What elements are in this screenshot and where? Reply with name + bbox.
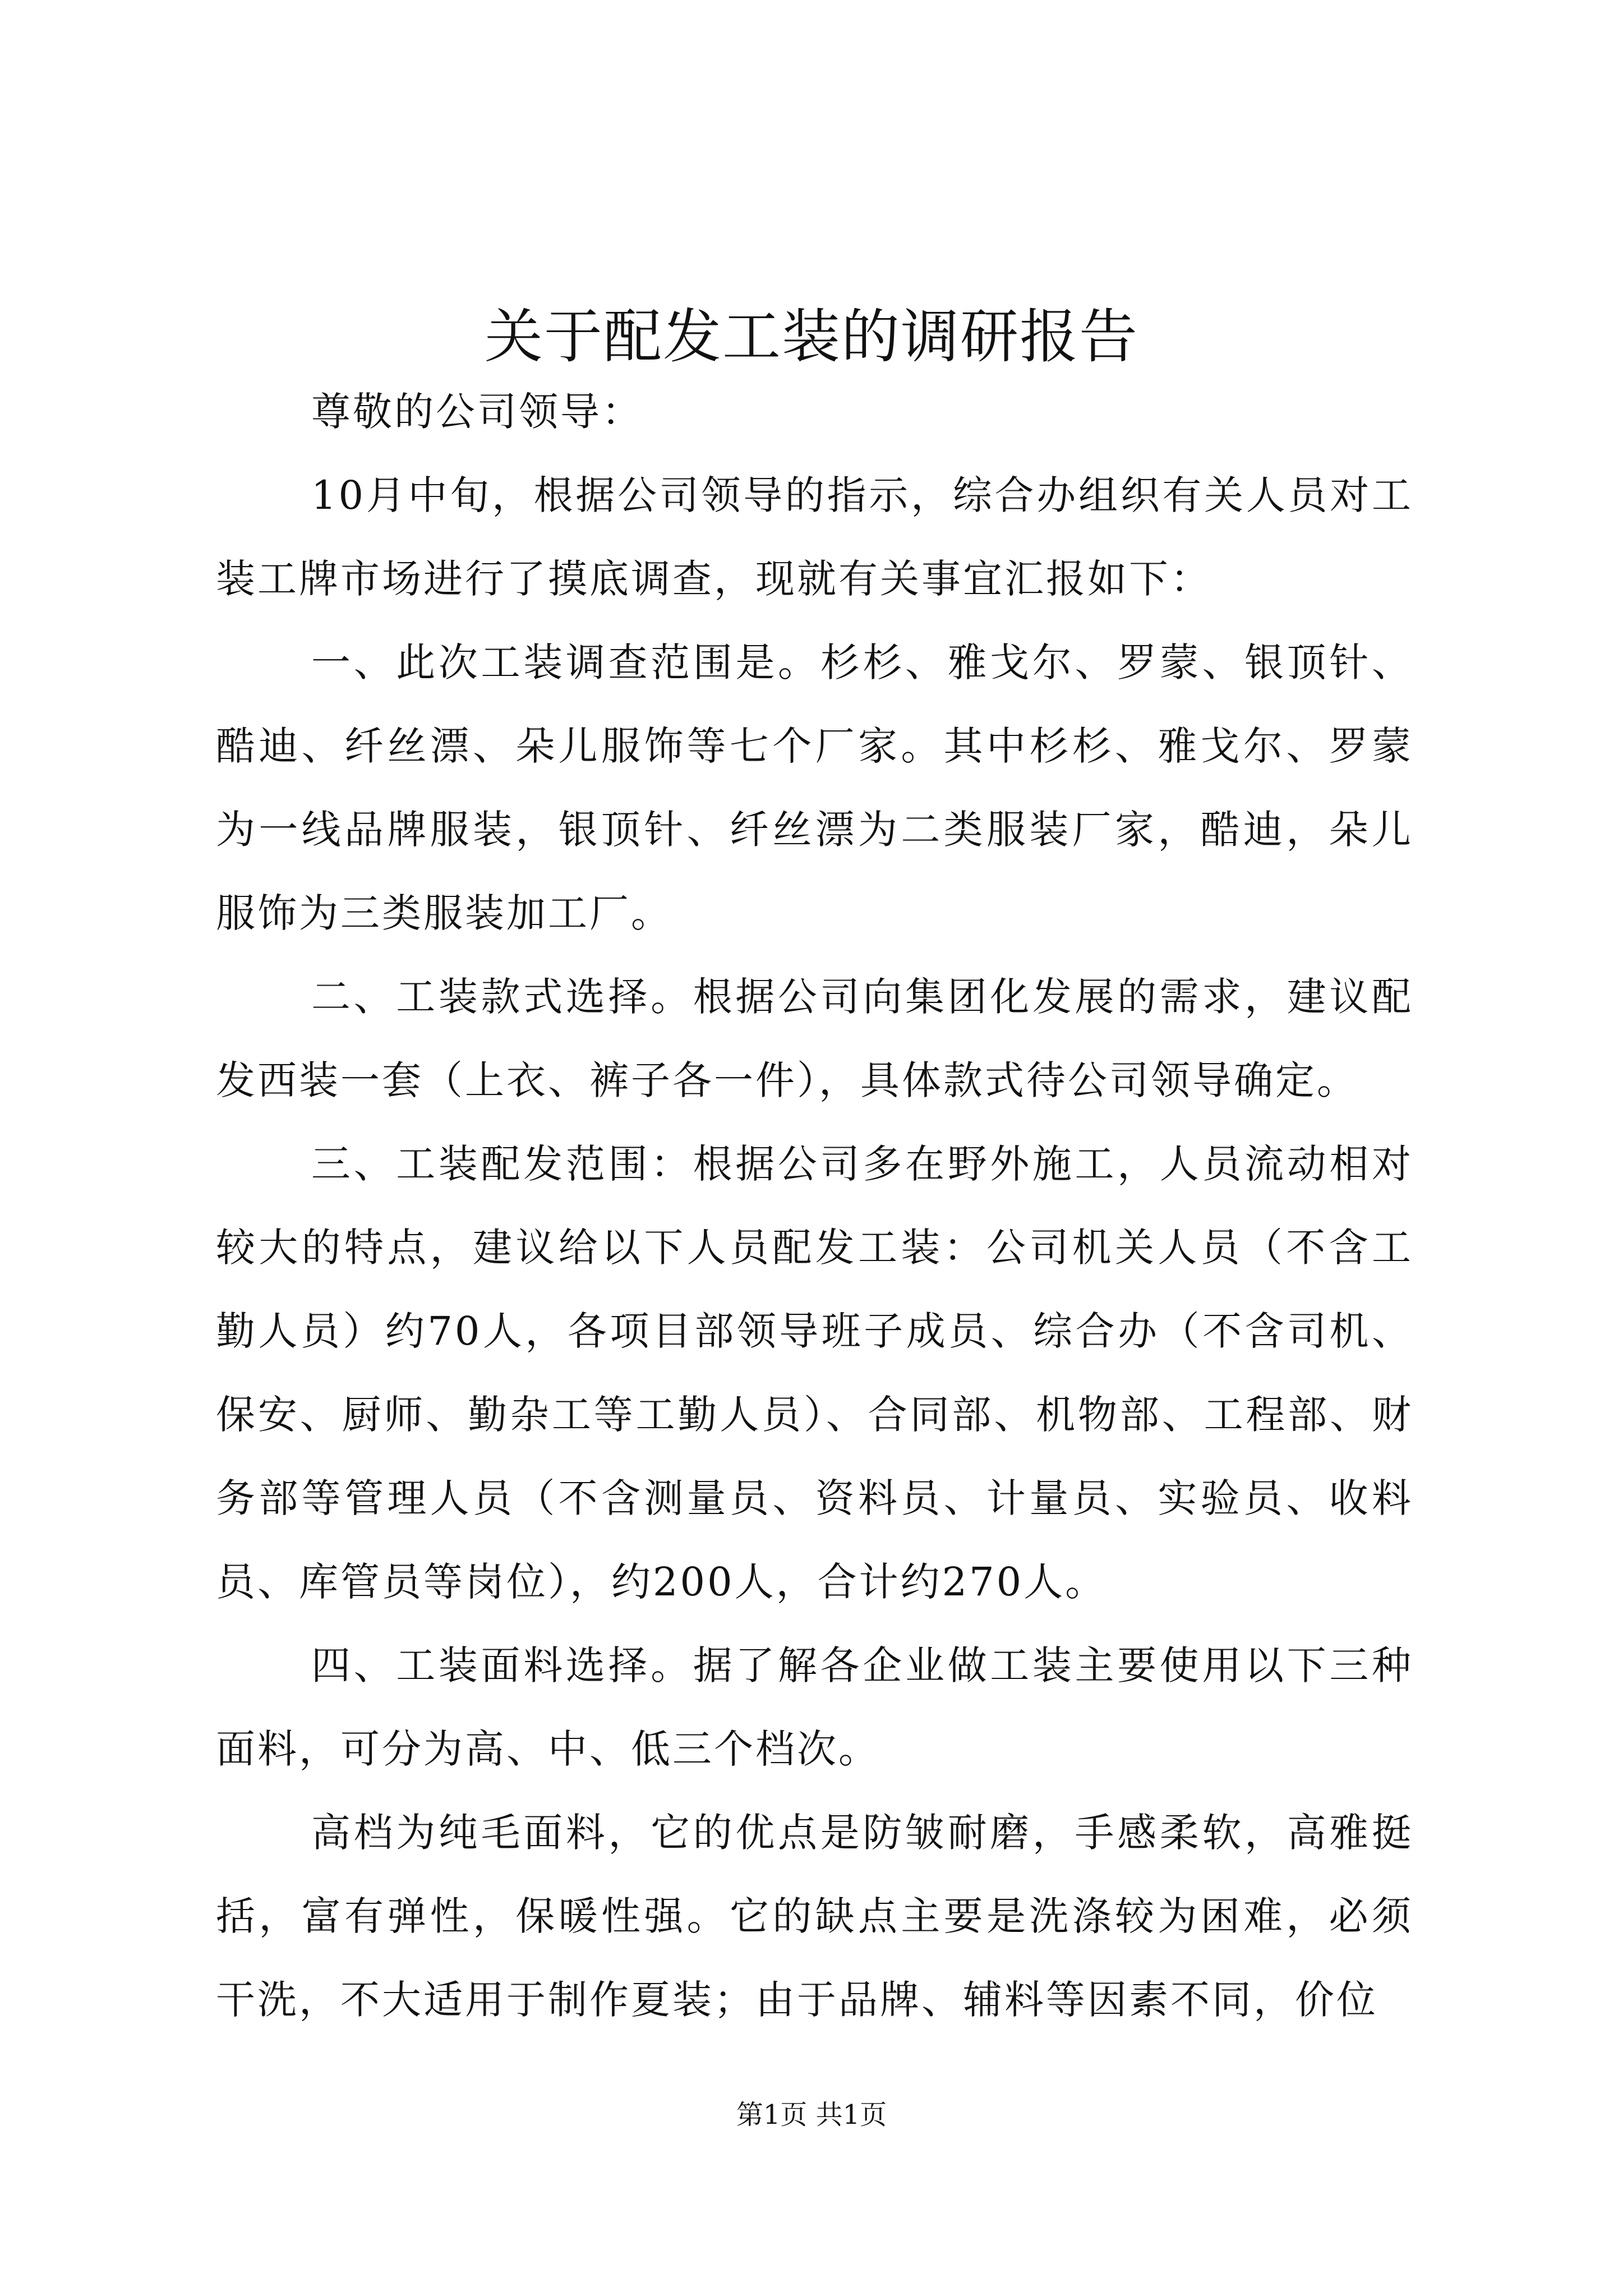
paragraph-high-grade: 高档为纯毛面料，它的优点是防皱耐磨，手感柔软，高雅挺括，富有弹性，保暖性强。它的缺点主要是洗涤较为困难，必须干洗，不大适用于制作夏装；由于品牌、辅料等因素不同，价位 [216,1810,1413,2023]
page-number: 第1页 共1页 [736,2099,887,2131]
paragraph-survey-scope: 一、此次工装调查范围是。杉杉、雅戈尔、罗蒙、银顶针、酷迪、纤丝漂、朵儿服饰等七个厂家。其中杉杉、雅戈尔、罗蒙为一线品牌服装，银顶针、纤丝漂为二类服装厂家，酷迪，朵儿服饰为三类服装加工厂。 [216,639,1413,936]
paragraph-issue-scope: 三、工装配发范围：根据公司多在野外施工，人员流动相对较大的特点，建议给以下人员配发工装：公司机关人员（不含工勤人员）约70人，各项目部领导班子成员、综合办（不含司机、保安、厨师、勤杂工等工勤人员）、合同部、机物部、工程部、财务部等管理人员（不含测量员、资料员、计量员、实验员、收料员、库管员等岗位），约200人，合计约270人。 [216,1141,1413,1605]
document-title: 关于配发工装的调研报告 [484,302,1138,371]
paragraph-intro: 10月中旬，根据公司领导的指示，综合办组织有关人员对工装工牌市场进行了摸底调查，现就有关事宜汇报如下： [216,472,1413,602]
document-body [216,370,1413,2042]
paragraph-style-choice: 二、工装款式选择。根据公司向集团化发展的需求，建议配发西装一套（上衣、裤子各一件），具体款式待公司领导确定。 [216,974,1413,1103]
paragraph-fabric-choice: 四、工装面料选择。据了解各企业做工装主要使用以下三种面料，可分为高、中、低三个档次。 [216,1642,1413,1772]
salutation: 尊敬的公司领导： [311,389,643,435]
